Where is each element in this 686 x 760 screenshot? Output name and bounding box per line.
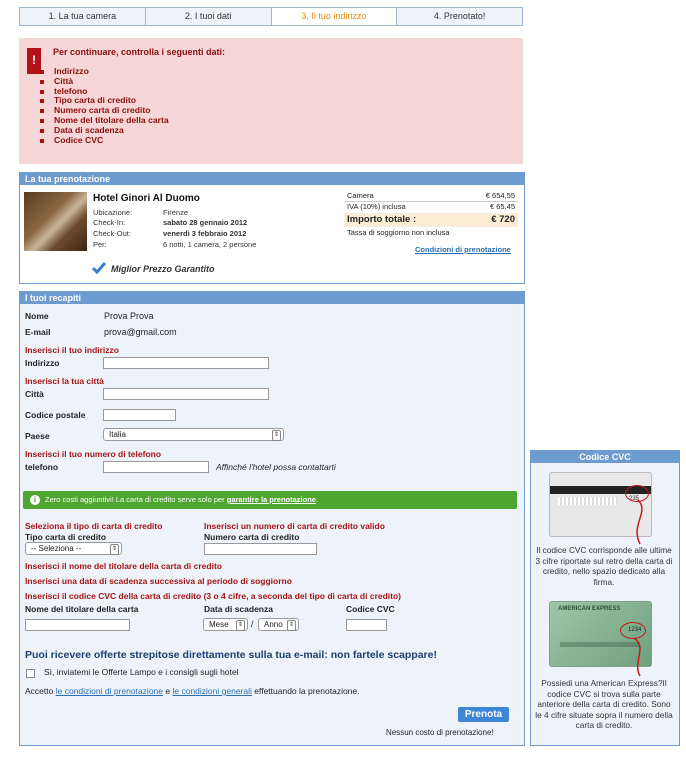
address-input[interactable]	[103, 357, 269, 369]
booking-header: La tua prenotazione	[20, 173, 524, 185]
step-details: 2. I tuoi dati	[146, 8, 272, 25]
zip-input[interactable]	[103, 409, 176, 421]
guests-value: 6 notti, 1 camera, 2 persone	[163, 240, 257, 249]
step-address: 3. Il tuo indirizzo	[272, 8, 398, 25]
country-select[interactable]: Italia ⇕	[103, 428, 284, 441]
cvc-help-text-2: Possiedi una American Express?Il codice CVC si trova sulla parte anteriore della carta di credito. Sono le 4 cifre situate sopra il numero della carta di credito.	[535, 678, 673, 730]
address-label: Indirizzo	[25, 358, 60, 368]
error-item: Data di scadenza	[40, 126, 169, 136]
card-type-error: Seleziona il tipo di carta di credito	[25, 521, 163, 531]
conditions-link[interactable]: Condizioni di prenotazione	[415, 245, 511, 254]
cvc-label: Codice CVC	[346, 604, 395, 614]
email-label: E-mail	[25, 327, 51, 337]
select-arrows-icon: ⇕	[110, 544, 119, 555]
error-item: Tipo carta di credito	[40, 96, 169, 106]
error-item: Numero carta di credito	[40, 106, 169, 116]
expiry-year-select[interactable]: Anno ⇕	[258, 618, 299, 631]
submit-button[interactable]: Prenota	[458, 707, 509, 722]
general-terms-link[interactable]: le condizioni generali	[172, 686, 252, 696]
phone-note: Affinché l'hotel possa contattarti	[216, 462, 336, 472]
city-error: Inserisci la tua città	[25, 376, 104, 386]
error-list	[40, 67, 169, 145]
name-value: Prova Prova	[104, 311, 154, 321]
error-title: Per continuare, controlla i seguenti dati:	[53, 47, 226, 57]
cvc-help-text-1: Il codice CVC corrisponde alle ultime 3 cifre riportate sul retro della carta di credito, nello spazio dedicato alla firma.	[535, 545, 673, 587]
accept-terms: Accetto le condizioni di prenotazione e le condizioni generali effettuando la prenotazione.	[25, 686, 360, 696]
total-row: Importo totale : € 720	[344, 213, 518, 227]
error-item: Città	[40, 77, 169, 87]
location-label: Ubicazione:	[93, 208, 133, 217]
pointer-line-icon	[626, 498, 656, 546]
expiry-error: Inserisci una data di scadenza successiva al periodo di soggiorno	[25, 576, 292, 586]
address-error: Inserisci il tuo indirizzo	[25, 345, 119, 355]
error-item: telefono	[40, 87, 169, 97]
city-input[interactable]	[103, 388, 269, 400]
promo-title: Puoi ricevere offerte strepitose direttamente sulla tua e-mail: non fartele scappare!	[25, 649, 437, 661]
holder-label: Nome del titolare della carta	[25, 604, 139, 614]
info-icon: i	[30, 495, 40, 505]
guarantee-link[interactable]: garantire la prenotazione	[226, 495, 316, 504]
card-type-select[interactable]: -- Seleziona -- ⇕	[25, 542, 122, 555]
card-number-error: Inserisci un numero di carta di credito valido	[204, 521, 385, 531]
hotel-name: Hotel Ginori Al Duomo	[93, 193, 200, 204]
newsletter-label: Sì, inviatemi le Offerte Lampo e i consigli sugli hotel	[44, 667, 239, 677]
zip-label: Codice postale	[25, 410, 86, 420]
checkmark-icon	[92, 262, 106, 274]
amex-code: 1234	[628, 627, 642, 633]
phone-error: Inserisci il tuo numero di telefono	[25, 449, 162, 459]
date-separator: /	[251, 619, 254, 629]
city-label: Città	[25, 389, 44, 399]
expiry-month-select[interactable]: Mese ⇕	[203, 618, 248, 631]
price-row: IVA (10%) inclusa € 65,45	[347, 202, 515, 211]
checkout-label: Check-Out:	[93, 229, 131, 238]
step-room: 1. La tua camera	[20, 8, 146, 25]
amex-brand: AMERICAN EXPRESS	[558, 606, 621, 612]
contacts-header: I tuoi recapiti	[20, 292, 524, 304]
price-row: Camera € 654,55	[344, 191, 518, 202]
checkin-label: Check-In:	[93, 218, 126, 227]
select-arrows-icon: ⇕	[236, 620, 245, 631]
country-label: Paese	[25, 431, 50, 441]
holder-input[interactable]	[25, 619, 130, 631]
card-number-input[interactable]	[204, 543, 317, 555]
error-item: Nome del titolare della carta	[40, 116, 169, 126]
pointer-line-icon	[630, 636, 654, 678]
progress-steps	[19, 7, 523, 26]
cvc-help-header: Codice CVC	[531, 451, 679, 463]
step-booked: 4. Prenotato!	[397, 8, 522, 25]
checkin-value: sabato 28 gennaio 2012	[163, 218, 248, 227]
select-arrows-icon: ⇕	[287, 620, 296, 631]
error-item: Codice CVC	[40, 136, 169, 146]
cvc-error: Inserisci il codice CVC della carta di credito (3 o 4 cifre, a seconda del tipo di carta di credito)	[25, 591, 402, 601]
card-number-label: Numero carta di credito	[204, 532, 300, 542]
card-type-label: Tipo carta di credito	[25, 532, 107, 542]
no-cost-note: Nessun costo di prenotazione!	[386, 728, 494, 737]
best-price-label: Miglior Prezzo Garantito	[111, 264, 215, 274]
info-bar: i Zero costi aggiuntivi! La carta di credito serve solo per garantire la prenotazione.	[23, 491, 517, 509]
expiry-label: Data di scadenza	[204, 604, 273, 614]
phone-label: telefono	[25, 462, 59, 472]
warning-icon: !	[27, 48, 41, 74]
newsletter-checkbox[interactable]	[26, 669, 35, 678]
error-item: Indirizzo	[40, 67, 169, 77]
location-value: Firenze	[163, 208, 189, 217]
booking-terms-link[interactable]: le condizioni di prenotazione	[55, 686, 164, 696]
card-back-code: 235	[629, 496, 640, 502]
select-arrows-icon: ⇕	[272, 430, 281, 441]
checkout-value: venerdì 3 febbraio 2012	[163, 229, 247, 238]
price-summary	[344, 191, 518, 238]
holder-error: Inserisci il nome del titolare della carta di credito	[25, 561, 222, 571]
hotel-photo	[24, 192, 87, 251]
cvc-input[interactable]	[346, 619, 387, 631]
phone-input[interactable]	[103, 461, 209, 473]
contacts-panel	[19, 291, 525, 746]
email-value: prova@gmail.com	[104, 327, 177, 337]
name-label: Nome	[25, 311, 49, 321]
tax-note: Tassa di soggiorno non inclusa	[347, 228, 450, 237]
guests-label: Per:	[93, 240, 107, 249]
